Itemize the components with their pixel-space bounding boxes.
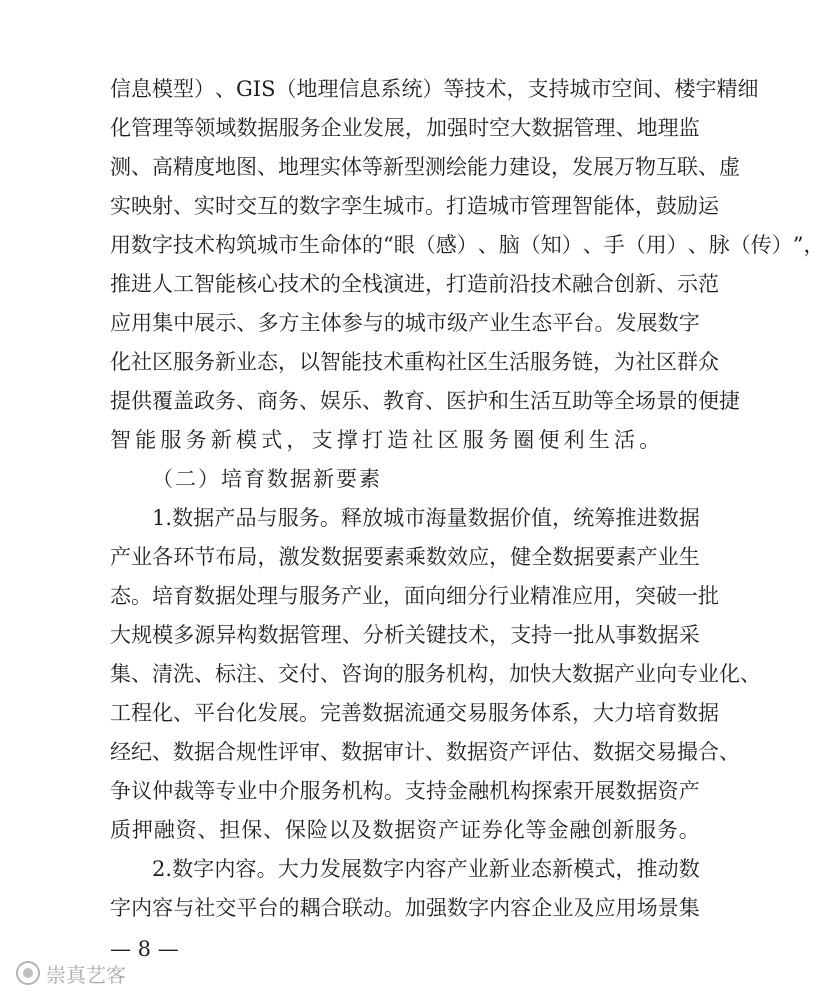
text-line: 智能服务新模式，支撑打造社区服务圈便利生活。 <box>110 428 665 452</box>
text-line: 工 程 化 、 平 台 化 发 展 。 完 善 数 据 流 通 交 易 服 务 体 系 ， 大 力 培 育 数 据 <box>110 701 719 725</box>
text-line: 应 用 集 中 展 示 、 多 方 主 体 参 与 的 城 市 级 产 业 生 态 平 台 。 发 展 数 字 <box>110 311 700 335</box>
text-line: 实 映 射 、 实 时 交 互 的 数 字 孪 生 城 市 。 打 造 城 市 管 理 智 能 体 ， 鼓 励 运 <box>110 194 719 218</box>
text-line: 信 息 模 型 ） 、 GIS （ 地 理 信 息 系 统 ） 等 技 术 ， 支 持 城 市 空 间 、 楼 宇 精 细 <box>110 77 759 101</box>
text-line: 产 业 各 环 节 布 局 ， 激 发 数 据 要 素 乘 数 效 应 ， 健 全 数 据 要 素 产 业 生 <box>110 545 700 569</box>
text-line: 测 、 高 精 度 地 图 、 地 理 实 体 等 新 型 测 绘 能 力 建 设 ， 发 展 万 物 互 联 、 虚 <box>110 155 740 179</box>
page-number: — 8 — <box>110 937 179 961</box>
text-line: 用 数 字 技 术 构 筑 城 市 生 命 体 的 “ 眼 （ 感 ） 、 脑 （ 知 ） 、 手 （ 用 ） 、 脉 （ 传 ） ” ， <box>110 233 825 257</box>
text-line: 集 、 清 洗 、 标 注 、 交 付 、 咨 询 的 服 务 机 构 ， 加 快 大 数 据 产 业 向 专 业 化 、 <box>110 662 761 686</box>
text-line: 经 纪 、 数 据 合 规 性 评 审 、 数 据 审 计 、 数 据 资 产 评 估 、 数 据 交 易 撮 合 、 <box>110 740 740 764</box>
body-text <box>110 70 825 928</box>
text-line: 化 社 区 服 务 新 业 态 ， 以 智 能 技 术 重 构 社 区 生 活 服 务 链 ， 为 社 区 群 众 <box>110 350 719 374</box>
text-line: 字 内 容 与 社 交 平 台 的 耦 合 联 动 。 加 强 数 字 内 容 企 业 及 应 用 场 景 集 <box>110 896 700 920</box>
text-line: 推 进 人 工 智 能 核 心 技 术 的 全 栈 演 进 ， 打 造 前 沿 技 术 融 合 创 新 、 示 范 <box>110 272 719 296</box>
watermark <box>16 958 126 988</box>
text-line: 化 管 理 等 领 域 数 据 服 务 企 业 发 展 ， 加 强 时 空 大 数 据 管 理 、 地 理 监 <box>110 116 700 140</box>
text-line: 态 。 培 育 数 据 处 理 与 服 务 产 业 ， 面 向 细 分 行 业 精 准 应 用 ， 突 破 一 批 <box>110 584 719 608</box>
text-line: 2. 数 字 内 容 。 大 力 发 展 数 字 内 容 产 业 新 业 态 新 模 式 ， 推 动 数 <box>152 857 700 881</box>
watermark-logo-icon <box>16 961 40 985</box>
text-line: 争 议 仲 裁 等 专 业 中 介 服 务 机 构 。 支 持 金 融 机 构 探 索 开 展 数 据 资 产 <box>110 779 700 803</box>
section-heading: （二）培育数据新要素 <box>152 467 382 491</box>
watermark-text: 崇真艺客 <box>46 962 126 987</box>
text-line: 1. 数 据 产 品 与 服 务 。 释 放 城 市 海 量 数 据 价 值 ， 统 筹 推 进 数 据 <box>152 506 700 530</box>
text-line: 质 押 融 资 、 担 保 、 保 险 以 及 数 据 资 产 证 券 化 等 金 融 创 新 服 务 。 <box>110 818 700 842</box>
text-line: 大 规 模 多 源 异 构 数 据 管 理 、 分 析 关 键 技 术 ， 支 持 一 批 从 事 数 据 采 <box>110 623 700 647</box>
text-line: 提 供 覆 盖 政 务 、 商 务 、 娱 乐 、 教 育 、 医 护 和 生 活 互 助 等 全 场 景 的 便 捷 <box>110 389 740 413</box>
